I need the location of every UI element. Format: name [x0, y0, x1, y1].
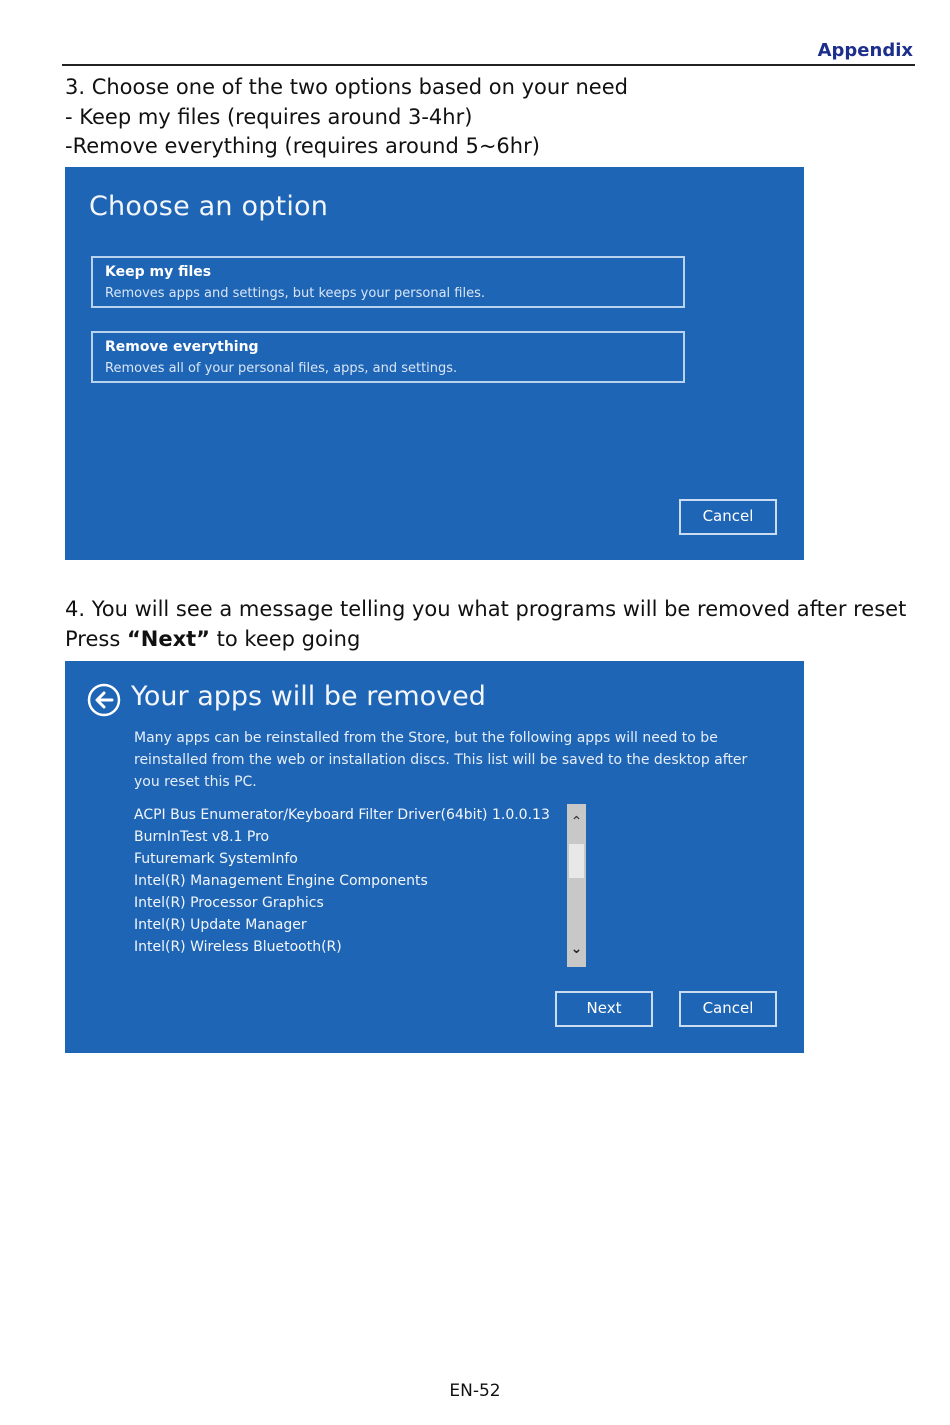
- step-4-line-1: 4. You will see a message telling you what programs will be removed after reset: [65, 597, 907, 621]
- page-number: EN-52: [449, 1381, 501, 1401]
- apps-list-scrollbar[interactable]: [567, 804, 586, 967]
- option-description: Removes apps and settings, but keeps your personal files.: [105, 286, 486, 301]
- remove-everything-option[interactable]: [91, 331, 685, 383]
- choose-option-screenshot: [65, 167, 804, 560]
- next-button[interactable]: Next: [555, 991, 653, 1027]
- back-arrow-icon[interactable]: [87, 683, 121, 717]
- keep-going-text: to keep going: [209, 626, 361, 651]
- press-text: Press: [65, 626, 127, 651]
- list-item: Intel(R) Update Manager: [134, 917, 307, 933]
- list-item: Futuremark SystemInfo: [134, 851, 298, 867]
- list-item: Intel(R) Wireless Bluetooth(R): [134, 939, 342, 955]
- list-item: Intel(R) Management Engine Components: [134, 873, 428, 889]
- list-item: BurnInTest v8.1 Pro: [134, 829, 270, 845]
- step-3-line-2: - Keep my files (requires around 3-4hr): [65, 104, 473, 129]
- option-title: Keep my files: [105, 264, 212, 280]
- apps-list[interactable]: [134, 804, 564, 967]
- screen-title: Your apps will be removed: [131, 681, 486, 712]
- chevron-up-icon[interactable]: ⌃: [570, 814, 583, 830]
- step-4-line-2: [65, 625, 906, 655]
- chevron-down-icon[interactable]: ⌄: [570, 941, 583, 957]
- cancel-button[interactable]: Cancel: [679, 991, 777, 1027]
- option-title: Remove everything: [105, 339, 259, 355]
- header-divider: [62, 64, 915, 66]
- next-emphasis: “Next”: [126, 626, 210, 651]
- option-description: Removes all of your personal files, apps, and settings.: [105, 361, 458, 376]
- cancel-button[interactable]: Cancel: [679, 499, 777, 535]
- step-4-instructions: [65, 595, 906, 654]
- step-3-instructions: [65, 73, 628, 162]
- header-title: Appendix: [817, 40, 913, 61]
- list-item: ACPI Bus Enumerator/Keyboard Filter Driver(64bit) 1.0.0.13: [134, 807, 550, 823]
- step-3-line-3: -Remove everything (requires around 5~6hr): [65, 134, 540, 158]
- keep-my-files-option[interactable]: [91, 256, 685, 308]
- screen-title: Choose an option: [89, 191, 329, 222]
- scrollbar-thumb[interactable]: [569, 844, 584, 878]
- list-item: Intel(R) Processor Graphics: [134, 895, 324, 911]
- screen-description: Many apps can be reinstalled from the Store, but the following apps will need to be reinstalled from the web or installation discs. This list will be saved to the desktop after you reset this PC.: [134, 730, 748, 790]
- apps-removed-screenshot: [65, 661, 804, 1053]
- step-3-line-1: 3. Choose one of the two options based on your need: [65, 75, 628, 99]
